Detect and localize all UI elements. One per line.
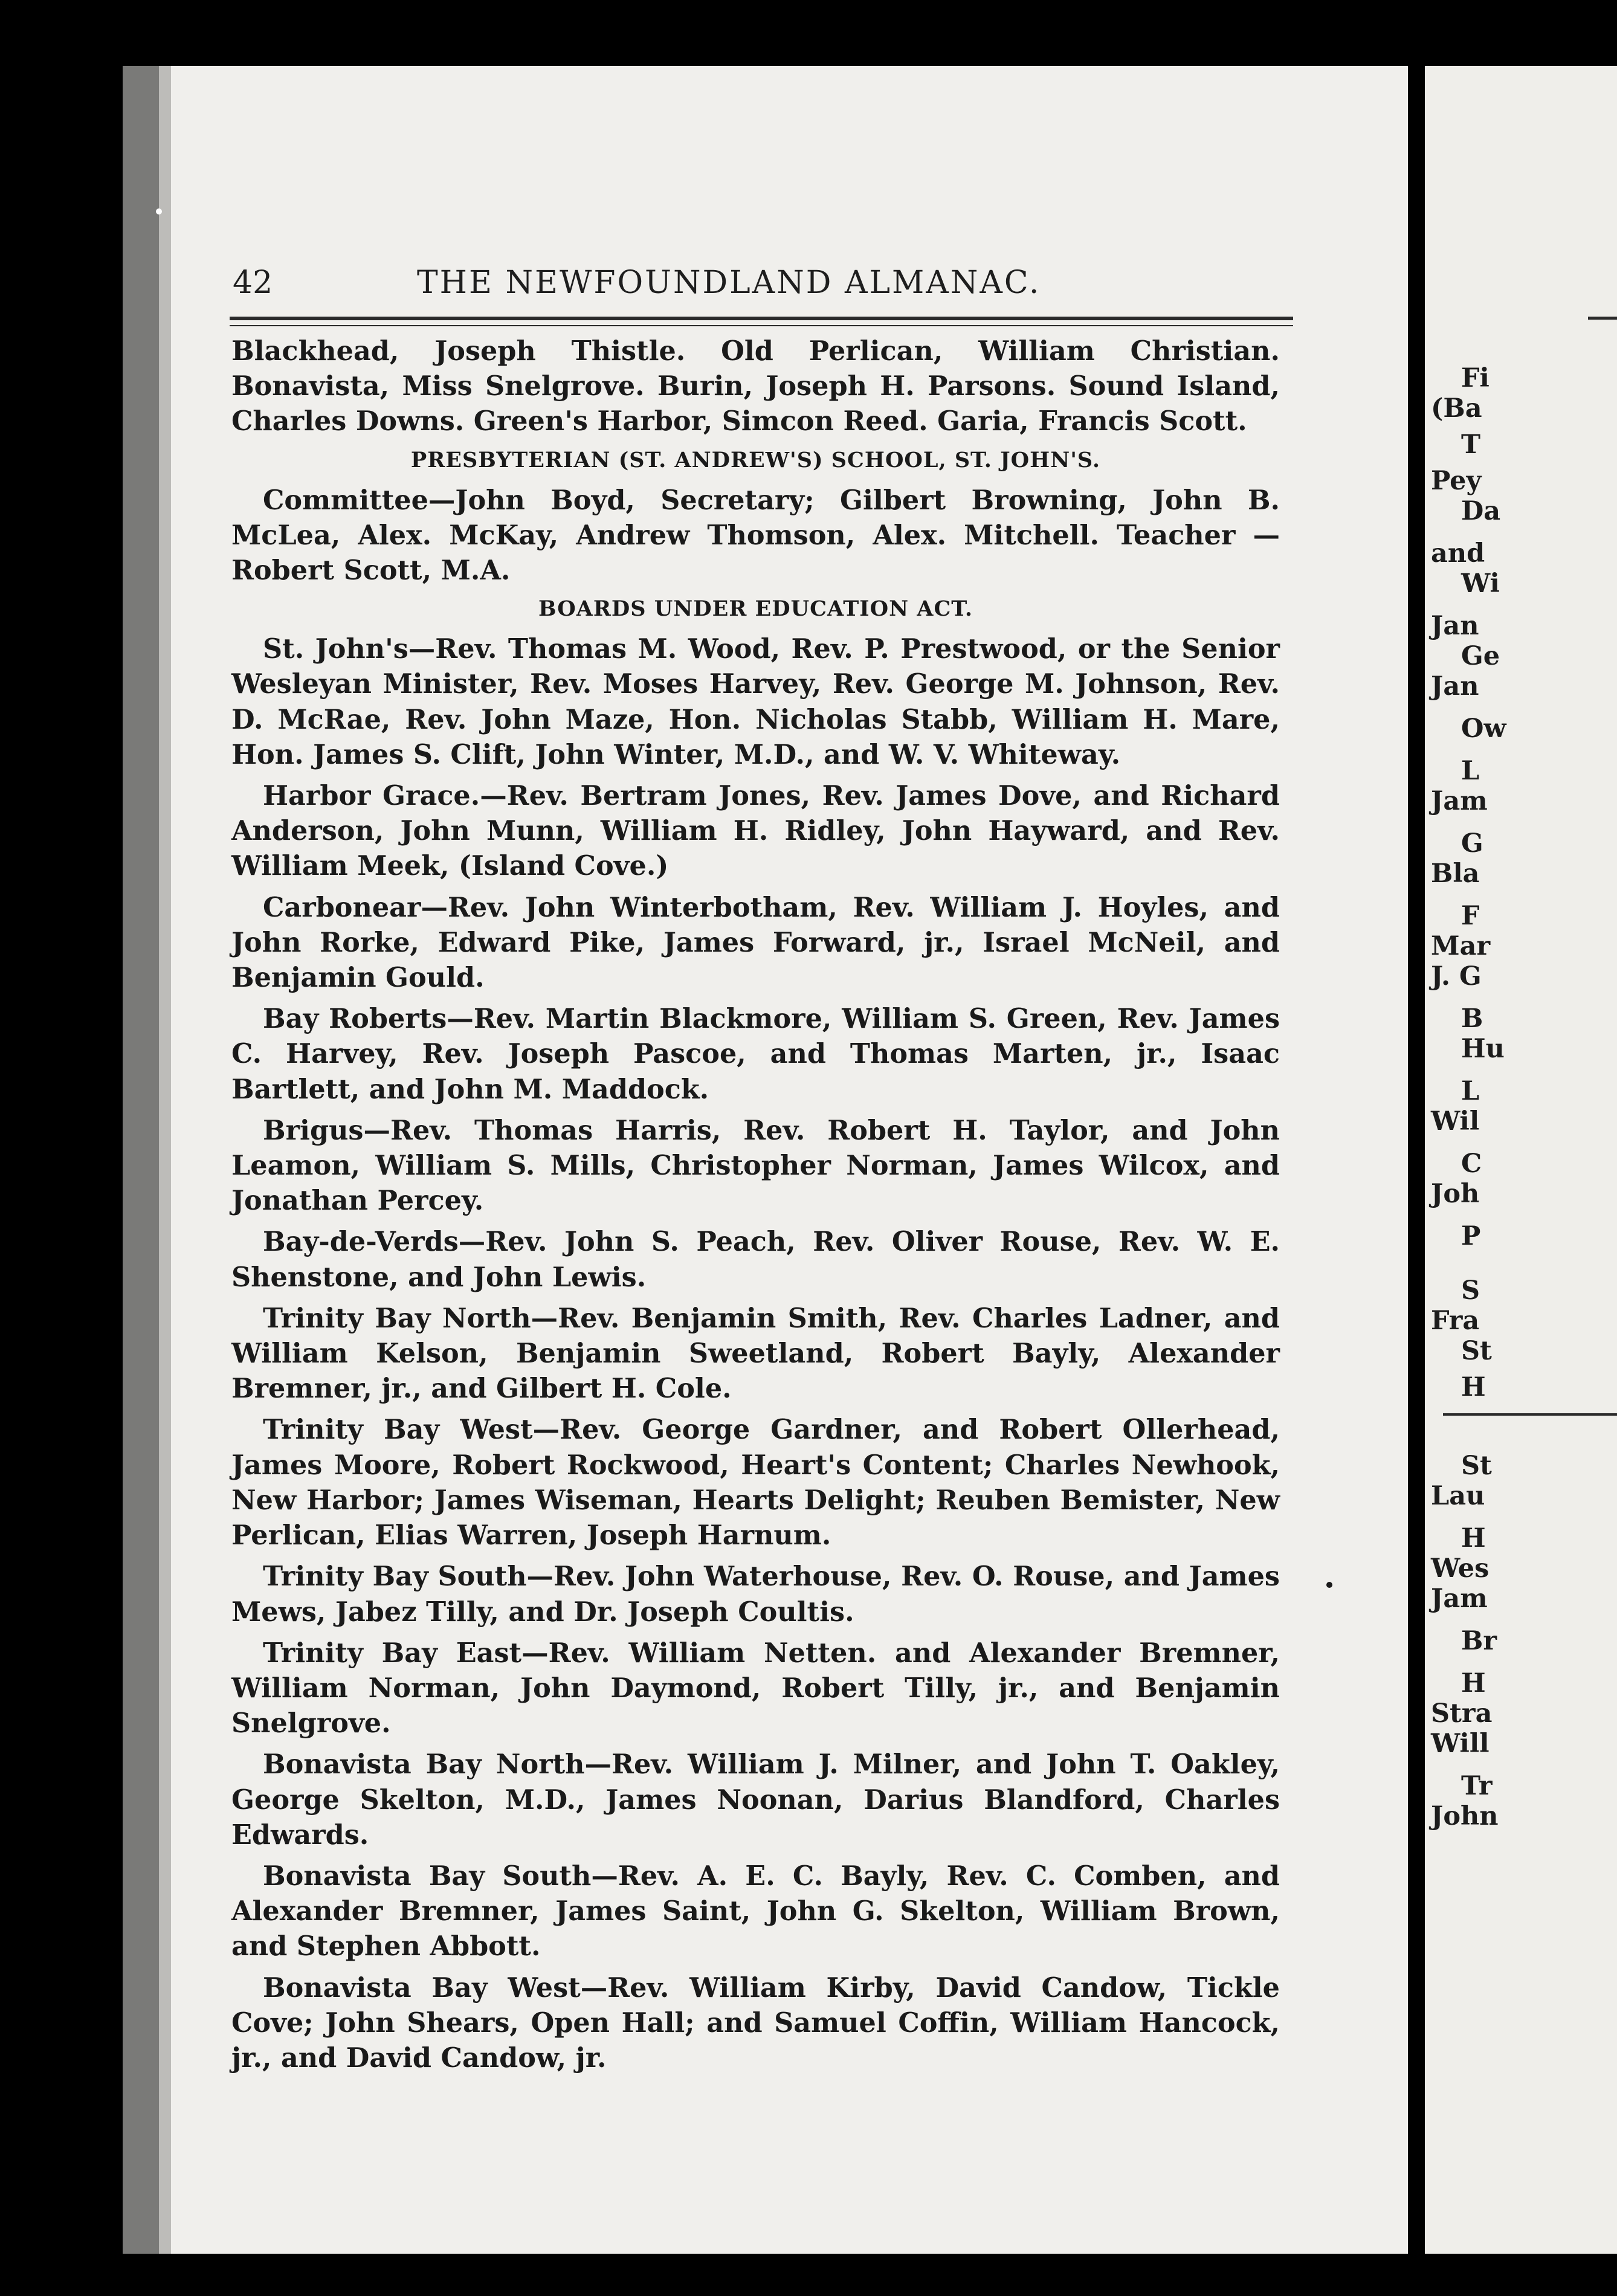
facing-page-fragment: St	[1461, 1451, 1492, 1481]
header-rule-thick	[230, 317, 1293, 320]
board-entry: Trinity Bay South—Rev. John Waterhouse, Rev. O. Rouse, and James Mews, Jabez Tilly, and Dr. Joseph Coultis.	[231, 1561, 1280, 1628]
board-entry: Harbor Grace.—Rev. Bertram Jones, Rev. James Dove, and Richard Anderson, John Munn, William H. Ridley, John Hayward, and Rev. William Meek, (Island Cove.)	[231, 780, 1280, 882]
presbyterian-heading: PRESBYTERIAN (ST. ANDREW'S) SCHOOL, ST. JOHN'S.	[410, 447, 1101, 472]
board-entry: Trinity Bay North—Rev. Benjamin Smith, Rev. Charles Ladner, and William Kelson, Benjamin Sweetland, Robert Bayly, Alexander Bremner, jr., and Gilbert H. Cole.	[231, 1302, 1280, 1405]
facing-page-fragment: Jan	[1431, 671, 1479, 701]
body-text	[231, 334, 1280, 2082]
facing-page-fragment: Fra	[1431, 1306, 1480, 1336]
page-gutter-edge	[159, 66, 171, 2254]
board-entry: St. John's—Rev. Thomas M. Wood, Rev. P. Prestwood, or the Senior Wesleyan Minister, Rev. Moses Harvey, Rev. George M. Johnson, Rev. D. McRae, Rev. John Maze, Hon. Nicholas Stabb, William H. Mare, Hon. James S. Clift, John Winter, M.D., and W. V. Whiteway.	[231, 633, 1280, 770]
facing-page-fragment: Bla	[1431, 859, 1480, 889]
facing-page-fragment: H	[1461, 1372, 1486, 1402]
facing-page-fragment: Fi	[1461, 363, 1490, 393]
facing-page-fragment: T	[1461, 430, 1480, 460]
facing-page-fragment: L	[1461, 756, 1480, 786]
facing-page-fragment: G	[1461, 828, 1483, 859]
facing-page-fragment: Will	[1431, 1729, 1490, 1759]
header-rule-thin	[230, 325, 1293, 326]
facing-page-fragment: Jam	[1431, 786, 1488, 816]
board-entry: Bonavista Bay South—Rev. A. E. C. Bayly, Rev. C. Comben, and Alexander Bremner, James Saint, John G. Skelton, William Brown, and Stephen Abbott.	[231, 1860, 1280, 1962]
intro-paragraph: Blackhead, Joseph Thistle. Old Perlican, William Christian. Bonavista, Miss Snelgrove. Burin, Joseph H. Parsons. Sound Island, Charles Downs. Green's Harbor, Simcon Reed. Garia, Francis Scott.	[231, 335, 1280, 437]
facing-page-fragment: Ow	[1461, 714, 1506, 744]
facing-page-fragment: B	[1461, 1004, 1483, 1034]
facing-page-fragment: John	[1431, 1801, 1499, 1831]
facing-page-fragment: L	[1461, 1076, 1480, 1106]
facing-page-fragment: Jan	[1431, 611, 1479, 641]
facing-page-fragment: Wil	[1431, 1106, 1480, 1137]
facing-page-fragment: S	[1461, 1275, 1480, 1306]
facing-page-fragment: Ge	[1461, 641, 1500, 671]
board-entry: Bonavista Bay West—Rev. William Kirby, David Candow, Tickle Cove; John Shears, Open Hall; and Samuel Coffin, William Hancock, jr., and David Candow, jr.	[231, 1972, 1280, 2074]
facing-page-fragment: Hu	[1461, 1034, 1505, 1064]
facing-page-header-rule	[1588, 317, 1617, 320]
facing-page-fragment: F	[1461, 901, 1480, 931]
facing-page-fragment: H	[1461, 1523, 1486, 1553]
facing-page-fragment: Br	[1461, 1626, 1497, 1656]
facing-page-fragment: Lau	[1431, 1481, 1485, 1511]
facing-page-fragment: H	[1461, 1668, 1486, 1698]
facing-page-fragment: Jam	[1431, 1584, 1488, 1614]
facing-page-fragment: C	[1461, 1149, 1482, 1179]
board-entry: Trinity Bay East—Rev. William Netten. and Alexander Bremner, William Norman, John Daymond, Robert Tilly, jr., and Benjamin Snelgrove.	[231, 1637, 1280, 1740]
page-gutter-shadow	[123, 66, 159, 2254]
board-entry: Bay Roberts—Rev. Martin Blackmore, William S. Green, Rev. James C. Harvey, Rev. Joseph Pascoe, and Thomas Marten, jr., Isaac Bartlett, and John M. Maddock.	[231, 1003, 1280, 1105]
page-number: 42	[233, 265, 273, 301]
facing-page-fragment: Joh	[1431, 1179, 1480, 1209]
facing-page-rule	[1443, 1413, 1617, 1416]
board-entry: Trinity Bay West—Rev. George Gardner, and Robert Ollerhead, James Moore, Robert Rockwood, Heart's Content; Charles Newhook, New Harbor; James Wiseman, Hearts Delight; Reuben Bemister, New Perlican, Elias Warren, Joseph Harnum.	[231, 1414, 1280, 1552]
facing-page-fragment: and	[1431, 538, 1485, 569]
scan-speck	[156, 208, 162, 214]
facing-page-fragment: Tr	[1461, 1771, 1493, 1801]
presbyterian-committee: Committee—John Boyd, Secretary; Gilbert Browning, John B. McLea, Alex. McKay, Andrew Thomson, Alex. Mitchell. Teacher —Robert Scott, M.A.	[231, 484, 1280, 587]
facing-page	[1425, 66, 1617, 2254]
board-entry: Brigus—Rev. Thomas Harris, Rev. Robert H. Taylor, and John Leamon, William S. Mills, Christopher Norman, James Wilcox, and Jonathan Percey.	[231, 1114, 1280, 1217]
facing-page-fragment: Wes	[1431, 1553, 1490, 1584]
facing-page-fragment: (Ba	[1431, 393, 1482, 424]
facing-page-fragment: Mar	[1431, 931, 1491, 961]
facing-page-fragment: Da	[1461, 496, 1501, 526]
facing-page-fragment: J. G	[1431, 961, 1482, 992]
facing-page-fragment: St	[1461, 1336, 1492, 1366]
boards-heading: BOARDS UNDER EDUCATION ACT.	[538, 596, 973, 622]
facing-page-fragment: Stra	[1431, 1698, 1493, 1729]
board-entry: Bay-de-Verds—Rev. John S. Peach, Rev. Oliver Rouse, Rev. W. E. Shenstone, and John Lewis.	[231, 1226, 1280, 1293]
running-title: THE NEWFOUNDLAND ALMANAC.	[417, 265, 1041, 301]
board-entry: Carbonear—Rev. John Winterbotham, Rev. William J. Hoyles, and John Rorke, Edward Pike, James Forward, jr., Israel McNeil, and Benjamin Gould.	[231, 891, 1280, 994]
board-entry: Bonavista Bay North—Rev. William J. Milner, and John T. Oakley, George Skelton, M.D., James Noonan, Darius Blandford, Charles Edwards.	[231, 1749, 1280, 1851]
facing-page-fragment: Wi	[1461, 569, 1500, 599]
facing-page-fragment: Pey	[1431, 466, 1482, 496]
facing-page-fragment: P	[1461, 1221, 1481, 1251]
margin-dot	[1326, 1582, 1332, 1588]
